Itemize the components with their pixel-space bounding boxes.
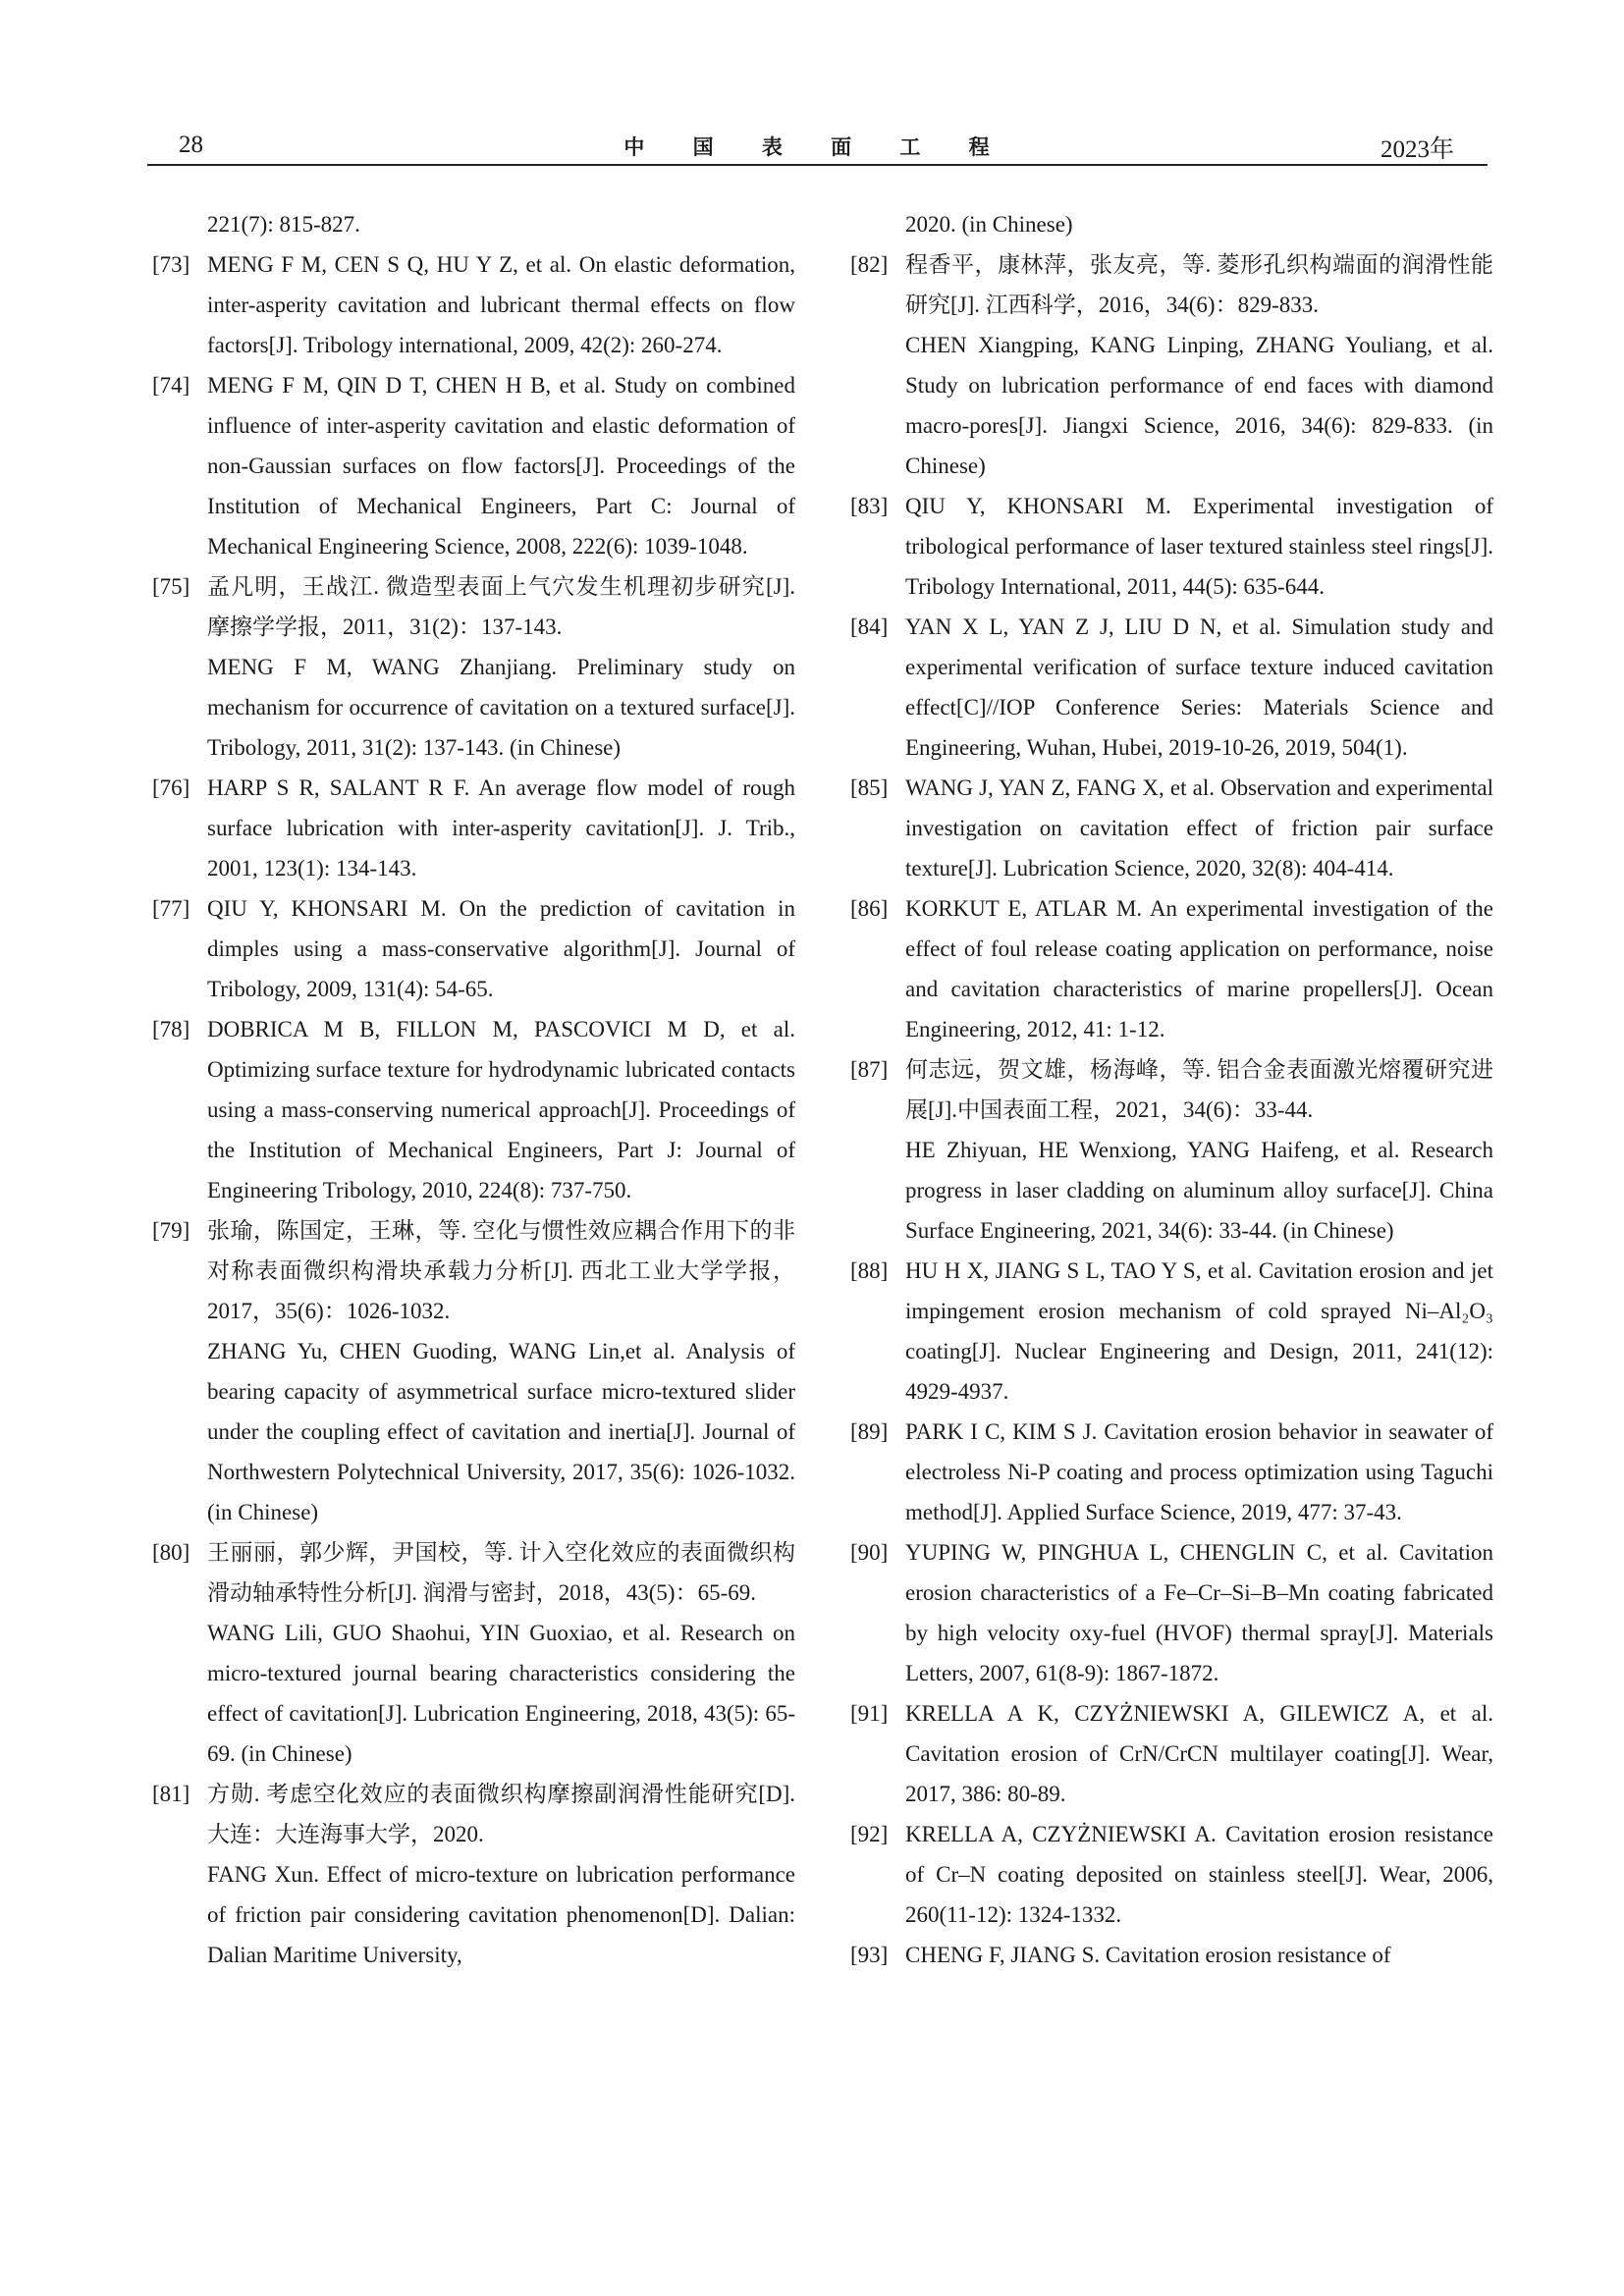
reference-number: [77] [152, 896, 190, 921]
reference-entry [850, 244, 1493, 486]
right-column [850, 204, 1493, 1975]
reference-entry [850, 1532, 1493, 1693]
reference-text: 张瑜，陈国定，王琳，等. 空化与惯性效应耦合作用下的非对称表面微织构滑块承载力分析[J]. 西北工业大学学报，2017，35(6)：1026-1032. [207, 1218, 795, 1323]
reference-list-left [152, 244, 795, 1975]
reference-text: FANG Xun. Effect of micro-texture on lubrication performance of friction pair considering cavitation phenomenon[D]. Dalian: Dalian Maritime University, [207, 1862, 795, 1967]
reference-text: YAN X L, YAN Z J, LIU D N, et al. Simulation study and experimental verification of surface texture induced cavitation effect[C]//IOP Conference Series: Materials Science and Engineering, Wuhan, Hubei, 2019-10-26, 2019, 504(1). [905, 614, 1493, 760]
reference-entry [152, 1009, 795, 1210]
reference-text: CHEN Xiangping, KANG Linping, ZHANG Youliang, et al. Study on lubrication performance of end faces with diamond macro-pores[J]. Jiangxi Science, 2016, 34(6): 829-833. (in Chinese) [905, 333, 1493, 478]
reference-text: 程香平，康林萍，张友亮，等. 菱形孔织构端面的润滑性能研究[J]. 江西科学，2016，34(6)：829-833. [905, 252, 1493, 317]
reference-text: 方勋. 考虑空化效应的表面微织构摩擦副润滑性能研究[D]. 大连：大连海事大学，2020. [207, 1782, 795, 1846]
reference-number: [81] [152, 1782, 190, 1806]
header-rule [147, 164, 1488, 166]
reference-list-right [850, 244, 1493, 1975]
reference-number: [91] [850, 1701, 889, 1726]
reference-text: ZHANG Yu, CHEN Guoding, WANG Lin,et al. Analysis of bearing capacity of asymmetrical surface micro-textured slider under the coupling effect of cavitation and inertia[J]. Journal of Northwestern Polytechnical University, 2017, 35(6): 1026-1032. (in Chinese) [207, 1339, 795, 1524]
reference-text: DOBRICA M B, FILLON M, PASCOVICI M D, et al. Optimizing surface texture for hydrodynamic lubricated contacts using a mass-conserving numerical approach[J]. Proceedings of the Institution of Mechanical Engineers, Part J: Journal of Engineering Tribology, 2010, 224(8): 737-750. [207, 1017, 795, 1202]
reference-text: HE Zhiyuan, HE Wenxiong, YANG Haifeng, et al. Research progress in laser cladding on aluminum alloy surface[J]. China Surface Engineering, 2021, 34(6): 33-44. (in Chinese) [905, 1138, 1493, 1243]
reference-number: [74] [152, 373, 190, 398]
reference-text: QIU Y, KHONSARI M. On the prediction of cavitation in dimples using a mass-conservative algorithm[J]. Journal of Tribology, 2009, 131(4): 54-65. [207, 896, 795, 1001]
reference-entry [152, 768, 795, 888]
reference-entry [152, 244, 795, 365]
reference-entry [850, 1251, 1493, 1412]
reference-continuation: 2020. (in Chinese) [905, 212, 1073, 237]
reference-entry [152, 566, 795, 768]
reference-entry [152, 1210, 795, 1532]
reference-entry [152, 1532, 795, 1774]
reference-entry [850, 607, 1493, 768]
reference-entry [152, 1774, 795, 1975]
reference-text: MENG F M, WANG Zhanjiang. Preliminary study on mechanism for occurrence of cavitation on a textured surface[J]. Tribology, 2011, 31(2): 137-143. (in Chinese) [207, 655, 795, 760]
reference-number: [84] [850, 614, 889, 639]
reference-continuation: 221(7): 815-827. [207, 212, 360, 237]
reference-entry [850, 486, 1493, 607]
reference-text: HU H X, JIANG S L, TAO Y S, et al. Cavitation erosion and jet impingement erosion mechanism of cold sprayed Ni–Al₂O₃ coating[J]. Nuclear Engineering and Design, 2011, 241(12): 4929-4937. [905, 1258, 1493, 1404]
reference-entry [850, 1814, 1493, 1935]
reference-entry [152, 365, 795, 566]
reference-text: KRELLA A, CZYŻNIEWSKI A. Cavitation erosion resistance of Cr–N coating deposited on stainless steel[J]. Wear, 2006, 260(11-12): 1324-1332. [905, 1822, 1493, 1927]
reference-number: [86] [850, 896, 889, 921]
reference-entry [850, 768, 1493, 888]
reference-number: [80] [152, 1540, 190, 1565]
reference-text: MENG F M, QIN D T, CHEN H B, et al. Study on combined influence of inter-asperity cavitation and elastic deformation of non-Gaussian surfaces on flow factors[J]. Proceedings of the Institution of Mechanical Engineers, Part C: Journal of Mechanical Engineering Science, 2008, 222(6): 1039-1048. [207, 373, 795, 559]
reference-number: [87] [850, 1057, 889, 1082]
running-header [147, 126, 1488, 165]
reference-text: WANG Lili, GUO Shaohui, YIN Guoxiao, et al. Research on micro-textured journal bearing characteristics considering the effect of cavitation[J]. Lubrication Engineering, 2018, 43(5): 65-69. (in Chinese) [207, 1621, 795, 1766]
reference-number: [73] [152, 252, 190, 277]
reference-number: [76] [152, 775, 190, 800]
reference-entry [850, 1049, 1493, 1251]
reference-text: KRELLA A K, CZYŻNIEWSKI A, GILEWICZ A, et al. Cavitation erosion of CrN/CrCN multilayer coating[J]. Wear, 2017, 386: 80-89. [905, 1701, 1493, 1806]
reference-text: HARP S R, SALANT R F. An average flow model of rough surface lubrication with inter-asperity cavitation[J]. J. Trib., 2001, 123(1): 134-143. [207, 775, 795, 881]
reference-number: [88] [850, 1258, 889, 1283]
reference-text: 孟凡明，王战江. 微造型表面上气穴发生机理初步研究[J]. 摩擦学学报，2011，31(2)：137-143. [207, 574, 795, 639]
page-number: 28 [179, 132, 203, 158]
reference-text: CHENG F, JIANG S. Cavitation erosion resistance of [905, 1943, 1391, 1967]
reference-text: QIU Y, KHONSARI M. Experimental investigation of tribological performance of laser textured stainless steel rings[J]. Tribology International, 2011, 44(5): 635-644. [905, 494, 1493, 599]
left-column [152, 204, 795, 1975]
reference-number: [89] [850, 1419, 889, 1444]
reference-text: 王丽丽，郭少辉，尹国校，等. 计入空化效应的表面微织构滑动轴承特性分析[J]. 润滑与密封，2018，43(5)：65-69. [207, 1540, 795, 1605]
reference-entry [850, 888, 1493, 1049]
reference-text: 何志远，贺文雄，杨海峰，等. 铝合金表面激光熔覆研究进展[J].中国表面工程，2021，34(6)：33-44. [905, 1057, 1493, 1122]
reference-text: PARK I C, KIM S J. Cavitation erosion behavior in seawater of electroless Ni-P coating and process optimization using Taguchi method[J]. Applied Surface Science, 2019, 477: 37-43. [905, 1419, 1493, 1524]
reference-text: WANG J, YAN Z, FANG X, et al. Observation and experimental investigation on cavitation effect of friction pair surface texture[J]. Lubrication Science, 2020, 32(8): 404-414. [905, 775, 1493, 881]
journal-title: 中 国 表 面 工 程 [623, 135, 1011, 159]
reference-text: YUPING W, PINGHUA L, CHENGLIN C, et al. Cavitation erosion characteristics of a Fe–Cr–Si–B–Mn coating fabricated by high velocity oxy-fuel (HVOF) thermal spray[J]. Materials Letters, 2007, 61(8-9): 1867-1872. [905, 1540, 1493, 1685]
reference-number: [78] [152, 1017, 190, 1041]
reference-number: [90] [850, 1540, 889, 1565]
reference-number: [82] [850, 252, 889, 277]
reference-entry [850, 1412, 1493, 1532]
reference-number: [75] [152, 574, 190, 599]
reference-number: [93] [850, 1943, 889, 1967]
reference-entry [850, 1935, 1493, 1975]
reference-number: [79] [152, 1218, 190, 1243]
reference-number: [92] [850, 1822, 889, 1846]
reference-number: [83] [850, 494, 889, 518]
reference-text: KORKUT E, ATLAR M. An experimental investigation of the effect of foul release coating application on performance, noise and cavitation characteristics of marine propellers[J]. Ocean Engineering, 2012, 41: 1-12. [905, 896, 1493, 1041]
reference-text: MENG F M, CEN S Q, HU Y Z, et al. On elastic deformation, inter-asperity cavitation and lubricant thermal effects on flow factors[J]. Tribology international, 2009, 42(2): 260-274. [207, 252, 795, 357]
reference-entry [850, 1693, 1493, 1814]
reference-entry [152, 888, 795, 1009]
reference-number: [85] [850, 775, 889, 800]
publication-year: 2023年 [1380, 136, 1454, 163]
